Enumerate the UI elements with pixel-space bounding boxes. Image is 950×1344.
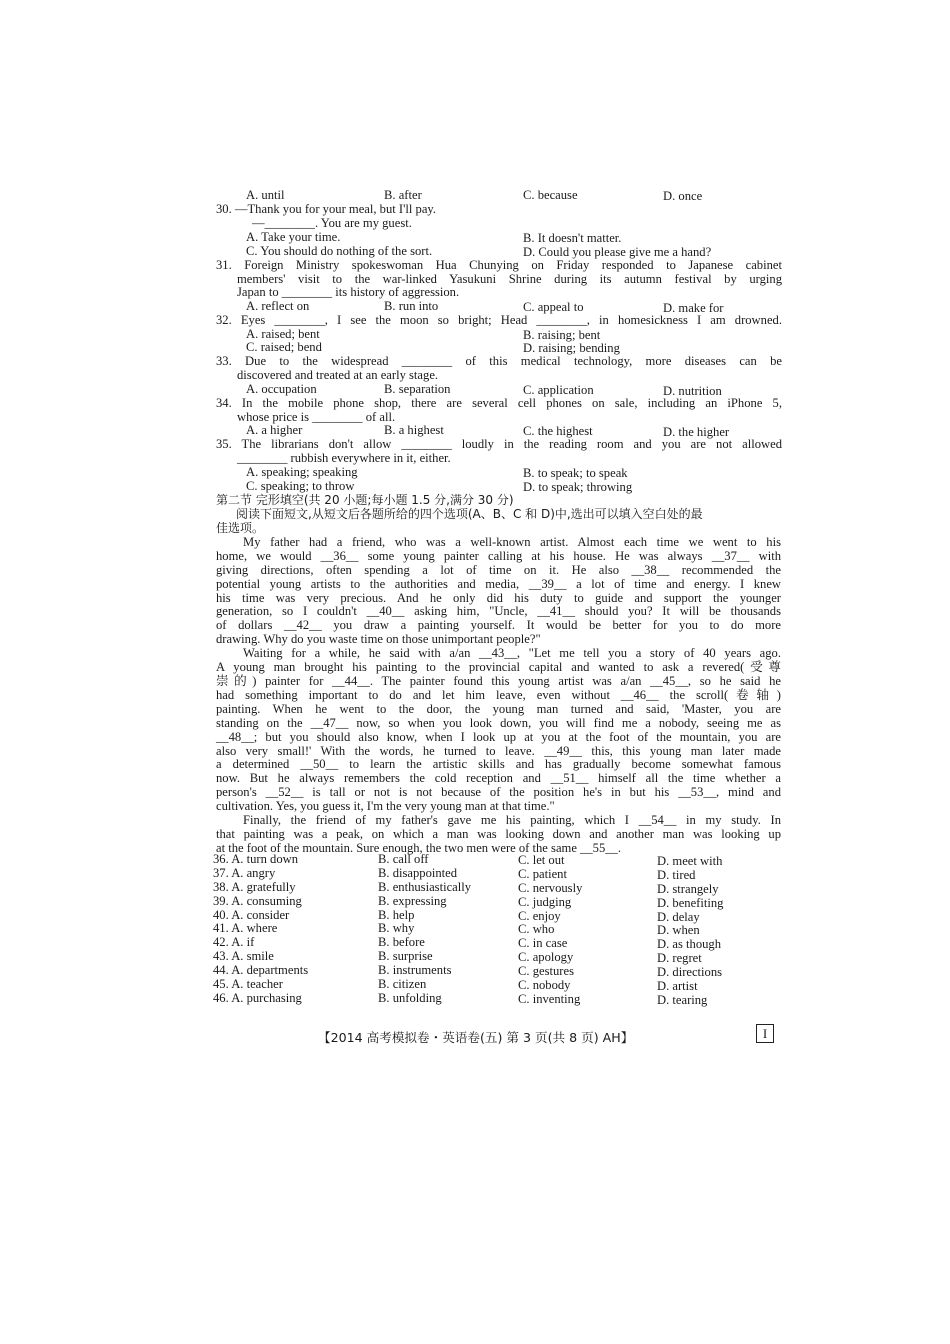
q35-option-b: B. to speak; to speak: [523, 466, 628, 480]
choice-44-a: 44. A. departments: [213, 963, 309, 977]
choice-38-a: 38. A. gratefully: [213, 880, 296, 894]
choice-46-d: D. tearing: [657, 993, 708, 1007]
passage-line: cultivation. Yes, you guess it, I'm the very young man at that time.": [216, 799, 555, 813]
passage-line: drawing. Why do you waste time on those unimportant people?": [216, 632, 541, 646]
choice-43-b: B. surprise: [378, 949, 433, 963]
choice-42-d: D. as though: [657, 937, 722, 951]
section-instruction-1: 阅读下面短文,从短文后各题所给的四个选项(A、B、C 和 D)中,选出可以填入空白处的最: [236, 507, 703, 521]
passage-line: his time was very precious. And he only did his duty to guide and support the younger: [216, 591, 781, 605]
q30-option-b: B. It doesn't matter.: [523, 231, 622, 245]
q35-line-1: 35. The librarians don't allow ________ loudly in the reading room and you are not allowed: [216, 437, 782, 451]
q33-option-d: D. nutrition: [663, 384, 722, 398]
q35-option-c: C. speaking; to throw: [246, 479, 355, 493]
q35-option-a: A. speaking; speaking: [246, 465, 358, 479]
q32-stem: 32. Eyes ________, I see the moon so bright; Head ________, in homesickness I am drowned.: [216, 313, 782, 327]
choice-37-a: 37. A. angry: [213, 866, 276, 880]
q31-option-b: B. run into: [384, 299, 439, 313]
passage-line: 崇的) painter for __44__. The painter found this young artist was a/an __45__, so he said he: [216, 674, 781, 688]
choice-41-d: D. when: [657, 923, 700, 937]
q34-option-d: D. the higher: [663, 425, 730, 439]
passage-line: standing on the __47__ now, so when you look down, you will find me a nobody, seeing me as: [216, 716, 781, 730]
volume-mark: I: [756, 1024, 774, 1043]
choice-41-c: C. who: [518, 922, 555, 936]
passage-line: of dollars __42__ you draw a painting yourself. It would be better for you to do more: [216, 618, 781, 632]
choice-37-d: D. tired: [657, 868, 696, 882]
choice-36-d: D. meet with: [657, 854, 723, 868]
passage-line: also very small!' With the words, he turned to leave. __49__ this, this young man later made: [216, 744, 781, 758]
q31-line-1: 31. Foreign Ministry spokeswoman Hua Chunying on Friday responded to Japanese cabinet: [216, 258, 782, 272]
section-heading: 第二节 完形填空(共 20 小题;每小题 1.5 分,满分 30 分): [216, 493, 514, 507]
choice-43-a: 43. A. smile: [213, 949, 274, 963]
passage-line: Waiting for a while, he said with a/an __43__, "Let me tell you a story of 40 years ago.: [243, 646, 781, 660]
choice-46-b: B. unfolding: [378, 991, 442, 1005]
choice-44-b: B. instruments: [378, 963, 452, 977]
q34-option-a: A. a higher: [246, 423, 303, 437]
q30-stem: 30. —Thank you for your meal, but I'll pay.: [216, 202, 437, 216]
q29-option-d: D. once: [663, 189, 703, 203]
choice-41-b: B. why: [378, 921, 415, 935]
passage-line: Finally, the friend of my father's gave me his painting, which I __54__ in my study. In: [243, 813, 781, 827]
q31-option-d: D. make for: [663, 301, 724, 315]
choice-42-c: C. in case: [518, 936, 568, 950]
q30-option-c: C. You should do nothing of the sort.: [246, 244, 433, 258]
q29-option-a: A. until: [246, 188, 285, 202]
q34-line-1: 34. In the mobile phone shop, there are several cell phones on sale, including an iPhone 5,: [216, 396, 782, 410]
q32-option-d: D. raising; bending: [523, 341, 620, 355]
q33-line-2: discovered and treated at an early stage.: [237, 368, 439, 382]
q35-line-2: ________ rubbish everywhere in it, either.: [237, 451, 451, 465]
passage-line: person's __52__ is tall or not is not because of the position he's in but his __53__, mind and: [216, 785, 781, 799]
choice-42-b: B. before: [378, 935, 425, 949]
passage-line: __48__; but you should also know, when I look up at you at the foot of the mountain, you are: [216, 730, 781, 744]
q32-option-b: B. raising; bent: [523, 328, 601, 342]
q31-option-c: C. appeal to: [523, 300, 584, 314]
q34-option-b: B. a highest: [384, 423, 444, 437]
q31-option-a: A. reflect on: [246, 299, 310, 313]
page-footer: 【2014 高考模拟卷・英语卷(五) 第 3 页(共 8 页) AH】: [318, 1030, 634, 1045]
passage-line: that painting was a peak, on which a man was looking down and another man was looking up: [216, 827, 781, 841]
choice-39-c: C. judging: [518, 895, 572, 909]
choice-45-d: D. artist: [657, 979, 698, 993]
choice-45-b: B. citizen: [378, 977, 427, 991]
choice-38-b: B. enthusiastically: [378, 880, 472, 894]
q35-option-d: D. to speak; throwing: [523, 480, 633, 494]
passage-line: A young man brought his painting to the provincial capital and wanted to ask a revered(受尊: [216, 660, 781, 674]
q34-line-2: whose price is ________ of all.: [237, 410, 396, 424]
q33-option-a: A. occupation: [246, 382, 317, 396]
passage-line: potential young artists to the authorities and media, __39__ a lot of time and energy. I knew: [216, 577, 781, 591]
q34-option-c: C. the highest: [523, 424, 593, 438]
passage-line: now. But he always remembers the cold reception and __51__ himself all the time whether a: [216, 771, 781, 785]
choice-44-d: D. directions: [657, 965, 723, 979]
choice-39-b: B. expressing: [378, 894, 447, 908]
choice-46-c: C. inventing: [518, 992, 581, 1006]
q29-option-b: B. after: [384, 188, 422, 202]
passage-line: generation, so I couldn't __40__ asking him, "Uncle, __41__ should you? It will be thousands: [216, 604, 781, 618]
choice-40-b: B. help: [378, 908, 415, 922]
passage-line: My father had a friend, who was a well-known artist. Almost each time we went to his: [243, 535, 781, 549]
passage-line: painting. When he went to the door, the young man turned and said, 'Master, you are: [216, 702, 781, 716]
q30-option-d: D. Could you please give me a hand?: [523, 245, 712, 259]
choice-36-b: B. call off: [378, 852, 429, 866]
choice-40-d: D. delay: [657, 910, 700, 924]
choice-43-d: D. regret: [657, 951, 702, 965]
passage-line: home, we would __36__ some young painter calling at his house. He was always __37__ with: [216, 549, 781, 563]
q32-option-a: A. raised; bent: [246, 327, 320, 341]
choice-45-a: 45. A. teacher: [213, 977, 283, 991]
q31-line-3: Japan to ________ its history of aggression.: [237, 285, 460, 299]
passage-line: had something important to do and let him leave, even without __46__ the scroll(卷轴): [216, 688, 781, 702]
choice-42-a: 42. A. if: [213, 935, 255, 949]
choice-46-a: 46. A. purchasing: [213, 991, 302, 1005]
choice-38-c: C. nervously: [518, 881, 583, 895]
choice-37-b: B. disappointed: [378, 866, 458, 880]
choice-41-a: 41. A. where: [213, 921, 278, 935]
choice-36-c: C. let out: [518, 853, 565, 867]
passage-line: giving directions, often spending a lot of time on it. He also __38__ recommended the: [216, 563, 781, 577]
q33-line-1: 33. Due to the widespread ________ of this medical technology, more diseases can be: [216, 354, 782, 368]
q31-line-2: members' visit to the war-linked Yasukuni Shrine during its autumn festival by urging: [237, 272, 782, 286]
q33-option-b: B. separation: [384, 382, 451, 396]
passage-line: at the foot of the mountain. Sure enough, the two men were of the same __55__.: [216, 841, 621, 855]
q33-option-c: C. application: [523, 383, 594, 397]
choice-45-c: C. nobody: [518, 978, 571, 992]
choice-43-c: C. apology: [518, 950, 574, 964]
choice-44-c: C. gestures: [518, 964, 574, 978]
choice-38-d: D. strangely: [657, 882, 719, 896]
choice-36-a: 36. A. turn down: [213, 852, 299, 866]
q30-reply: —________. You are my guest.: [252, 216, 412, 230]
choice-37-c: C. patient: [518, 867, 567, 881]
choice-39-a: 39. A. consuming: [213, 894, 302, 908]
choice-39-d: D. benefiting: [657, 896, 724, 910]
q30-option-a: A. Take your time.: [246, 230, 341, 244]
q32-option-c: C. raised; bend: [246, 340, 322, 354]
passage-line: a determined __50__ to learn the artistic skills and has gradually become somewhat famous: [216, 757, 781, 771]
section-instruction-2: 佳选项。: [216, 521, 265, 535]
q29-option-c: C. because: [523, 188, 578, 202]
choice-40-c: C. enjoy: [518, 909, 561, 923]
choice-40-a: 40. A. consider: [213, 908, 290, 922]
